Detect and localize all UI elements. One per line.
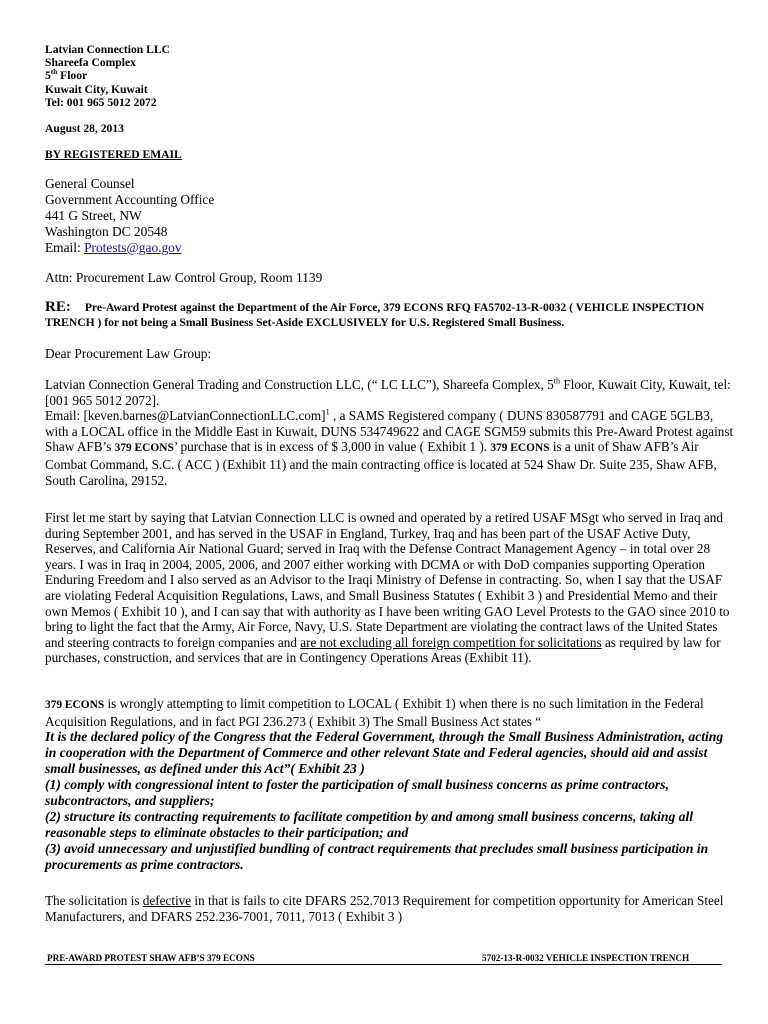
attention-line: Attn: Procurement Law Control Group, Room 1139 — [45, 270, 323, 285]
sender-floor: 5th Floor — [45, 68, 88, 83]
recipient-line-4: Washington DC 20548 — [45, 224, 168, 239]
subject-line — [45, 300, 735, 330]
paragraph-defective: The solicitation is defective in that is fails to cite DFARS 252.7013 Requirement for competition opportunity for American Steel Manufacturers, and DFARS 252.236-7001, 7011, 7013 ( Exhibit 3 ) — [45, 893, 724, 924]
quote-item-2: (2) structure its contracting requirements to facilitate competition by and among small business concerns, taking all reasonable steps to eliminate obstacles to their participation; and — [45, 809, 694, 840]
sender-complex: Shareefa Complex — [45, 56, 136, 70]
delivery-method: BY REGISTERED EMAIL — [45, 148, 182, 161]
quote-item-1: (1) comply with congressional intent to foster the participation of small business concerns as prime contractors, subcontractors, and suppliers; — [45, 777, 669, 808]
footer-rule — [45, 964, 722, 965]
quote-item-3: (3) avoid unnecessary and unjustified bundling of contract requirements that precludes small business participation in procurements as prime contractors. — [45, 841, 709, 872]
footer-left: PRE-AWARD PROTEST SHAW AFB’S 379 ECONS — [47, 953, 255, 963]
underlined-phrase: are not excluding all foreign competition for solicitations — [300, 634, 602, 650]
sender-city: Kuwait City, Kuwait — [45, 82, 148, 96]
recipient-line-3: 441 G Street, NW — [45, 208, 142, 223]
quote-intro: It is the declared policy of the Congress that the Federal Government, through the Small Business Administration, acting in cooperation with the Department of Commerce and other relevant State and Federal agencies, should aid and assist small businesses, as defined under this Act”( Exhibit 23 ) — [45, 729, 724, 776]
recipient-line-2: Government Accounting Office — [45, 192, 215, 207]
recipient-line-1: General Counsel — [45, 176, 135, 191]
recipient-address — [45, 176, 735, 256]
subject-text: Pre-Award Protest against the Department of the Air Force, 379 ECONS RFQ FA5702-13-R-0032 ( VEHICLE INSPECTION TRENCH ) for not being a Small Business Set-Aside EXCLUSIVELY for U.S. Registered Small Business. — [45, 301, 705, 329]
small-business-act-quote — [45, 729, 735, 873]
subject-label: RE: — [45, 299, 71, 315]
paragraph-background: First let me start by saying that Latvian Connection LLC is owned and operated by a retired USAF MSgt who served in Iraq and during September 2001, and has served in the USAF in England, Turkey, Iraq and has been part of the USAF Active Duty, Reserves, and California Air National Guard; served in Iraq with the Defense Contract Management Agency – in total over 28 years. I was in Iraq in 2004, 2005, 2006, and 2007 either working with DCMA or with DoD companies supporting Operation Enduring Freedom and I also served as an Advisor to the Iraqi Ministry of Defense in contracting. So, when I say that the USAF are violating Federal Acquisition Regulations, Laws, and Small Business Statutes ( Exhibit 3 ) and Presidential Memo and their own Memos ( Exhibit 10 ), and I can say that with authority as I have been writing GAO Level Protests to the GAO since 2010 to bring to light the fact that the Army, Air Force, Navy, U.S. State Department are violating the contract laws of the United States and steering contracts to foreign companies and are not excluding all foreign competition for solicitations as required by law for purchases, construction, and services that are in Contingency Operations Areas (Exhibit 11). — [45, 510, 730, 666]
paragraph-introduction: Latvian Connection General Trading and Construction LLC, (“ LC LLC”), Shareefa Complex, 5th Floor, Kuwait City, Kuwait, tel: [001 965 5012 2072]. Email: [keven.barnes@LatvianConnectionLLC.com]$^1$ , a SAMS Registered company ( DUNS 830587791 and CAGE 5GLB3, with a LOCAL office in the Middle East in Kuwait, DUNS 534749622 and CAGE SGM59 submits this Pre-Award Protest against Shaw AFB’s 379 ECONS’ purchase that is in excess of $ 3,000 in value ( Exhibit 1 ). 379 ECONS is a unit of Shaw AFB’s Air Combat Command, S.C. ( ACC ) (Exhibit 11) and the main contracting office is located at 524 Shaw Dr. Suite 235, Shaw AFB, South Carolina, 29152. — [45, 376, 734, 488]
recipient-email-link[interactable]: Protests@gao.gov — [84, 240, 182, 255]
sender-tel: Tel: 001 965 5012 2072 — [45, 95, 157, 109]
recipient-email: Email: Protests@gao.gov — [45, 240, 182, 255]
footer-right: 5702-13-R-0032 VEHICLE INSPECTION TRENCH — [482, 953, 690, 963]
paragraph-limitation: 379 ECONS is wrongly attempting to limit competition to LOCAL ( Exhibit 1) when there is no such limitation in the Federal Acquisition Regulations, and in fact PGI 236.273 ( Exhibit 3) The Small Business Act states “ — [45, 696, 704, 729]
sender-name: Latvian Connection LLC — [45, 43, 170, 56]
letter-date: August 28, 2013 — [45, 122, 124, 135]
salutation: Dear Procurement Law Group: — [45, 346, 212, 361]
underlined-defective: defective — [142, 893, 192, 908]
sender-address — [45, 43, 735, 109]
